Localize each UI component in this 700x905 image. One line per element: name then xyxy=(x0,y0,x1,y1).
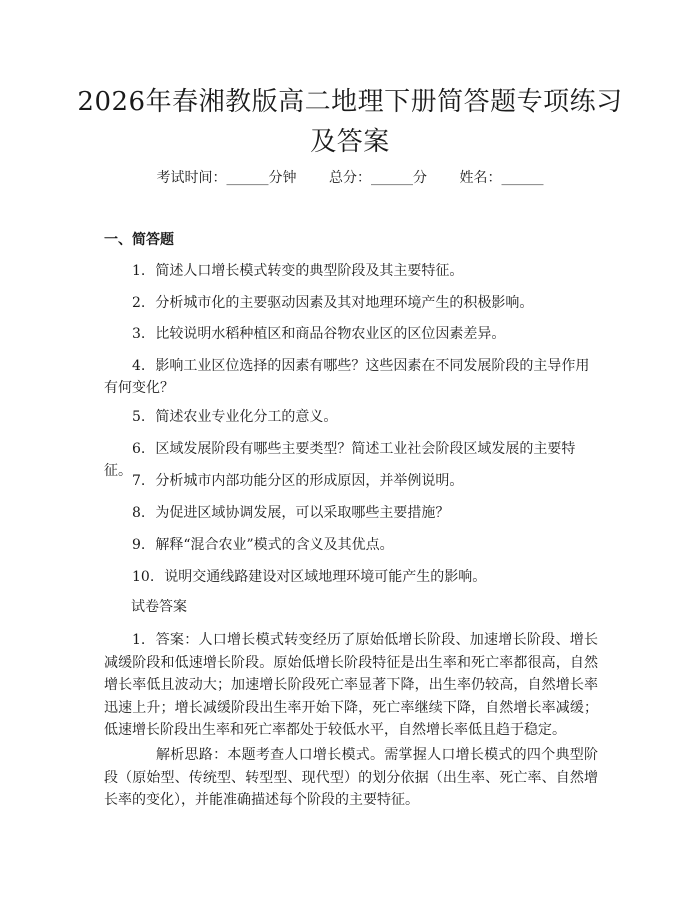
question-item xyxy=(104,355,598,399)
question-number: 10. xyxy=(132,569,155,585)
question-text: 影响工业区位选择的因素有哪些？这些因素在不同发展阶段的主导作用有何变化？ xyxy=(104,358,590,396)
exam-time-field: 考试时间：______分钟 xyxy=(156,170,297,186)
section-heading: 一、简答题 xyxy=(104,232,174,248)
question-text: 解释“混合农业”模式的含义及其优点。 xyxy=(155,537,394,553)
question-text: 分析城市化的主要驱动因素及其对地理环境产生的积极影响。 xyxy=(155,295,534,311)
question-item xyxy=(104,292,598,314)
exam-meta xyxy=(0,167,700,189)
question-number: 3. xyxy=(132,326,146,342)
total-score-field: 总分：______分 xyxy=(329,170,427,186)
question-number: 5. xyxy=(132,409,146,425)
question-item xyxy=(104,470,598,492)
question-text: 简述农业专业化分工的意义。 xyxy=(155,409,338,425)
question-text: 说明交通线路建设对区域地理环境可能产生的影响。 xyxy=(164,569,487,585)
question-text: 简述人口增长模式转变的典型阶段及其主要特征。 xyxy=(155,263,464,279)
answer-number: 1. xyxy=(132,632,146,648)
question-item xyxy=(104,566,598,588)
question-item xyxy=(104,406,598,428)
question-number: 7. xyxy=(132,473,146,489)
question-item xyxy=(104,502,598,524)
question-item xyxy=(104,323,598,345)
question-number: 8. xyxy=(132,505,146,521)
question-text: 比较说明水稻种植区和商品谷物农业区的区位因素差异。 xyxy=(155,326,506,342)
question-number: 2. xyxy=(132,295,146,311)
question-text: 区域发展阶段有哪些主要类型？简述工业社会阶段区域发展的主要特征。 xyxy=(104,441,576,479)
question-number: 4. xyxy=(132,358,146,374)
question-item xyxy=(104,534,598,556)
answer-analysis: 解析思路：本题考查人口增长模式。需掌握人口增长模式的四个典型阶段（原始型、传统型、转型型、现代型）的划分依据（出生率、死亡率、自然增长率的变化），并能准确描述每个阶段的主要特征。 xyxy=(104,747,598,808)
question-number: 9. xyxy=(132,537,146,553)
question-item xyxy=(104,260,598,282)
page-title: 2026年春湘教版高二地理下册简答题专项练习及答案 xyxy=(77,87,623,157)
answer-item xyxy=(104,629,598,742)
question-text: 为促进区域协调发展，可以采取哪些主要措施？ xyxy=(155,505,450,521)
answer-text: 答案：人口增长模式转变经历了原始低增长阶段、加速增长阶段、增长减缓阶段和低速增长阶段。原始低增长阶段特征是出生率和死亡率都很高，自然增长率低且波动大；加速增长阶段死亡率显著下降，出生率仍较高，自然增长率迅速上升；增长减缓阶段出生率开始下降，死亡率继续下降，自然增长率减缓；低速增长阶段出生率和死亡率都处于较低水平，自然增长率低且趋于稳定。 xyxy=(104,632,598,738)
answers-heading: 试卷答案 xyxy=(131,599,187,615)
question-text: 分析城市内部功能分区的形成原因，并举例说明。 xyxy=(155,473,464,489)
name-field: 姓名：______ xyxy=(459,170,544,186)
question-number: 1. xyxy=(132,263,146,279)
question-number: 6. xyxy=(132,441,146,457)
